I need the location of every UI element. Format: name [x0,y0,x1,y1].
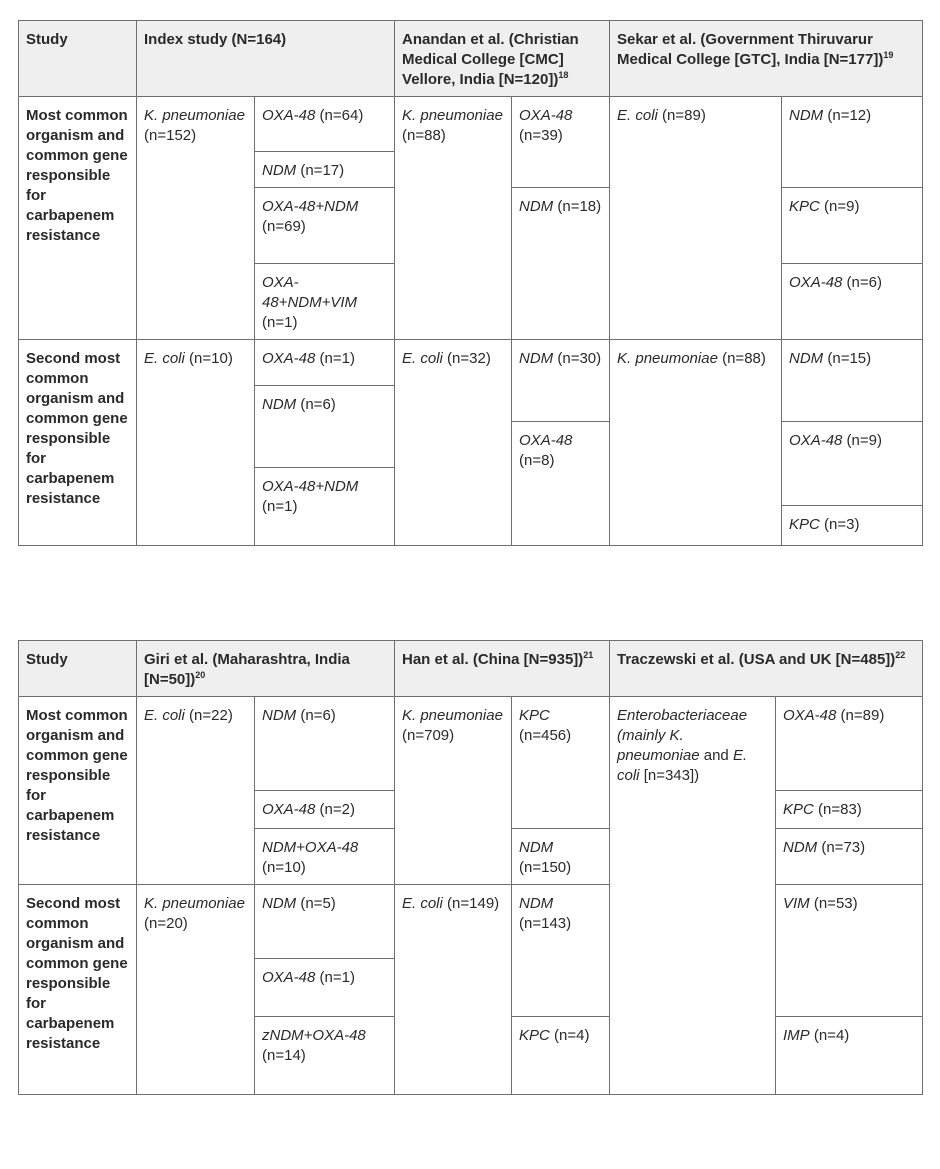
gene-cell: NDM (n=6) [255,386,395,468]
header-study: Study [19,21,137,97]
header-index-study: Index study (N=164) [137,21,395,97]
gene-cell: NDM (n=150) [512,829,610,885]
gene-cell: NDM (n=12) [782,97,923,188]
comparison-table-1 [18,20,923,546]
header-anandan: Anandan et al. (Christian Medical College [CMC] Vellore, India [N=120])$^{18}$ [395,21,610,97]
gene-cell: OXA-48 (n=1) [255,959,395,1017]
organism-cell: K. pneumoniae (n=88) [610,340,782,546]
gene-cell: KPC (n=3) [782,506,923,546]
header-traczewski: Traczewski et al. (USA and UK [N=485])$^{22}$ [610,641,923,697]
gene-cell: NDM (n=143) [512,885,610,1017]
gene-cell: NDM (n=73) [776,829,923,885]
gene-cell: KPC (n=83) [776,791,923,829]
gene-cell: NDM (n=30) [512,340,610,422]
organism-cell: E. coli (n=149) [395,885,512,1095]
header-han: Han et al. (China [N=935])$^{21}$ [395,641,610,697]
organism-cell: K. pneumoniae (n=88) [395,97,512,340]
row-label-second-most-common: Second most common organism and common gene responsible for carbapenem resistance [19,340,137,546]
gene-cell: NDM (n=17) [255,152,395,188]
gene-cell: NDM (n=15) [782,340,923,422]
organism-cell: K. pneumoniae (n=20) [137,885,255,1095]
gene-cell: OXA-48 (n=6) [782,264,923,340]
gene-cell: NDM (n=18) [512,188,610,340]
comparison-table-2 [18,640,923,1095]
gene-cell: OXA-48 (n=39) [512,97,610,188]
table-row [19,697,923,791]
gene-cell: KPC (n=456) [512,697,610,829]
gene-cell: OXA-48+NDM+VIM (n=1) [255,264,395,340]
header-giri: Giri et al. (Maharashtra, India [N=50])$^{20}$ [137,641,395,697]
gene-cell: OXA-48 (n=8) [512,422,610,546]
organism-cell: E. coli (n=89) [610,97,782,340]
gene-cell: OXA-48 (n=1) [255,340,395,386]
gene-cell: OXA-48 (n=9) [782,422,923,506]
gene-cell: OXA-48+NDM (n=1) [255,468,395,546]
header-study: Study [19,641,137,697]
gene-cell: IMP (n=4) [776,1017,923,1095]
gene-cell: OXA-48 (n=2) [255,791,395,829]
gene-cell: VIM (n=53) [776,885,923,1017]
organism-cell: E. coli (n=32) [395,340,512,546]
table-header-row [19,21,923,97]
row-label-most-common: Most common organism and common gene responsible for carbapenem resistance [19,697,137,885]
row-label-second-most-common: Second most common organism and common gene responsible for carbapenem resistance [19,885,137,1095]
table-header-row [19,641,923,697]
organism-cell: E. coli (n=10) [137,340,255,546]
gene-cell: OXA-48+NDM (n=69) [255,188,395,264]
gene-cell: NDM (n=5) [255,885,395,959]
table-row [19,97,923,152]
header-sekar: Sekar et al. (Government Thiruvarur Medical College [GTC], India [N=177])$^{19}$ [610,21,923,97]
gene-cell: NDM (n=6) [255,697,395,791]
gene-cell: zNDM+OXA-48 (n=14) [255,1017,395,1095]
gene-cell: OXA-48 (n=89) [776,697,923,791]
gene-cell: KPC (n=9) [782,188,923,264]
organism-cell: K. pneumoniae (n=152) [137,97,255,340]
gene-cell: OXA-48 (n=64) [255,97,395,152]
organism-cell: K. pneumoniae (n=709) [395,697,512,885]
gene-cell: NDM+OXA-48 (n=10) [255,829,395,885]
gene-cell: KPC (n=4) [512,1017,610,1095]
organism-cell: Enterobacteriaceae (mainly K. pneumoniae and E. coli [n=343]) [610,697,776,1095]
row-label-most-common: Most common organism and common gene responsible for carbapenem resistance [19,97,137,340]
table-row [19,885,923,959]
organism-cell: E. coli (n=22) [137,697,255,885]
